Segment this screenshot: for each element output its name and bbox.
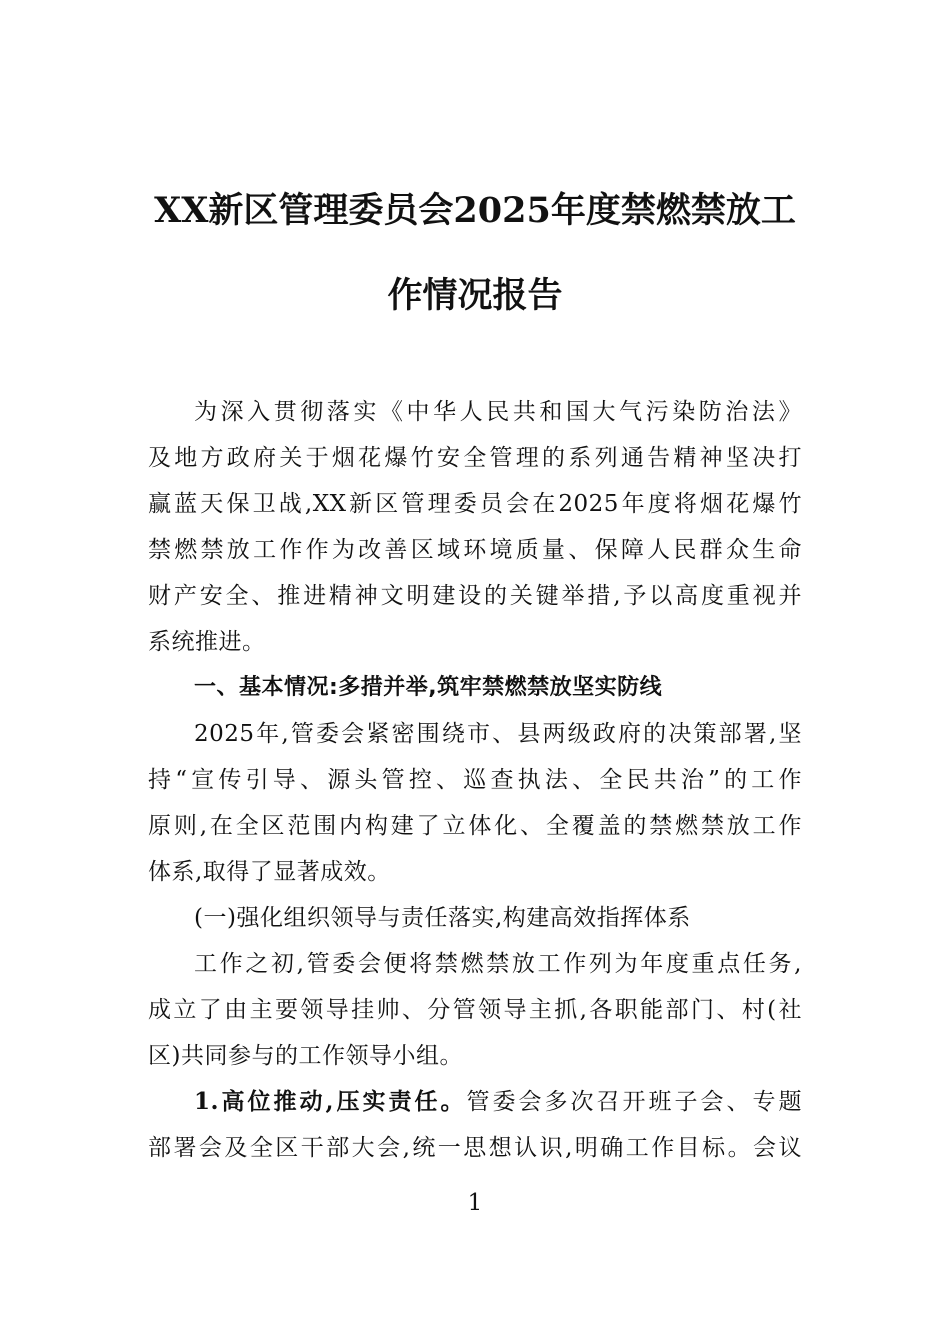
text-line: 成立了由主要领导挂帅、分管领导主抓,各职能部门、村(社: [148, 997, 802, 1023]
text-line: 禁燃禁放工作作为改善区域环境质量、保障人民群众生命: [148, 537, 802, 563]
text-line: 原则,在全区范围内构建了立体化、全覆盖的禁燃禁放工作: [148, 813, 802, 839]
text-line: 部署会及全区干部大会,统一思想认识,明确工作目标。会议: [148, 1135, 802, 1161]
text-line: 2025年,管委会紧密围绕市、县两级政府的决策部署,坚: [194, 721, 802, 747]
text-line: 及地方政府关于烟花爆竹安全管理的系列通告精神坚决打: [148, 445, 802, 471]
paragraph-item-1: [148, 1079, 802, 1171]
text-line: 体系,取得了显著成效。: [148, 859, 391, 885]
paragraph-intro: [148, 389, 802, 665]
document-title: [148, 168, 802, 338]
item-lead: 1.高位推动,压实责任。: [194, 1088, 467, 1115]
text-line: 财产安全、推进精神文明建设的关键举措,予以高度重视并: [148, 583, 802, 609]
paragraph-organization: [148, 941, 802, 1079]
subsection-heading: (一)强化组织领导与责任落实,构建高效指挥体系: [194, 905, 691, 931]
document-body: [148, 389, 802, 1171]
paragraph-basic-situation: [148, 711, 802, 895]
page-number: 1: [467, 1190, 483, 1216]
title-line-1: XX新区管理委员会2025年度禁燃禁放工: [154, 190, 796, 231]
text-line: 工作之初,管委会便将禁燃禁放工作列为年度重点任务,: [194, 951, 802, 977]
text-line: [148, 1079, 802, 1125]
text-line: 系统推进。: [148, 629, 266, 655]
item-text: 管委会多次召开班子会、专题: [466, 1089, 802, 1115]
text-line: 为深入贯彻落实《中华人民共和国大气污染防治法》: [194, 399, 802, 425]
title-line-2: 作情况报告: [387, 275, 563, 316]
text-line: 区)共同参与的工作领导小组。: [148, 1043, 463, 1069]
text-line: 赢蓝天保卫战,XX新区管理委员会在2025年度将烟花爆竹: [148, 491, 802, 517]
text-line: 持“宣传引导、源头管控、巡查执法、全民共治”的工作: [148, 767, 802, 793]
section-heading: 一、基本情况:多措并举,筑牢禁燃禁放坚实防线: [194, 675, 663, 700]
